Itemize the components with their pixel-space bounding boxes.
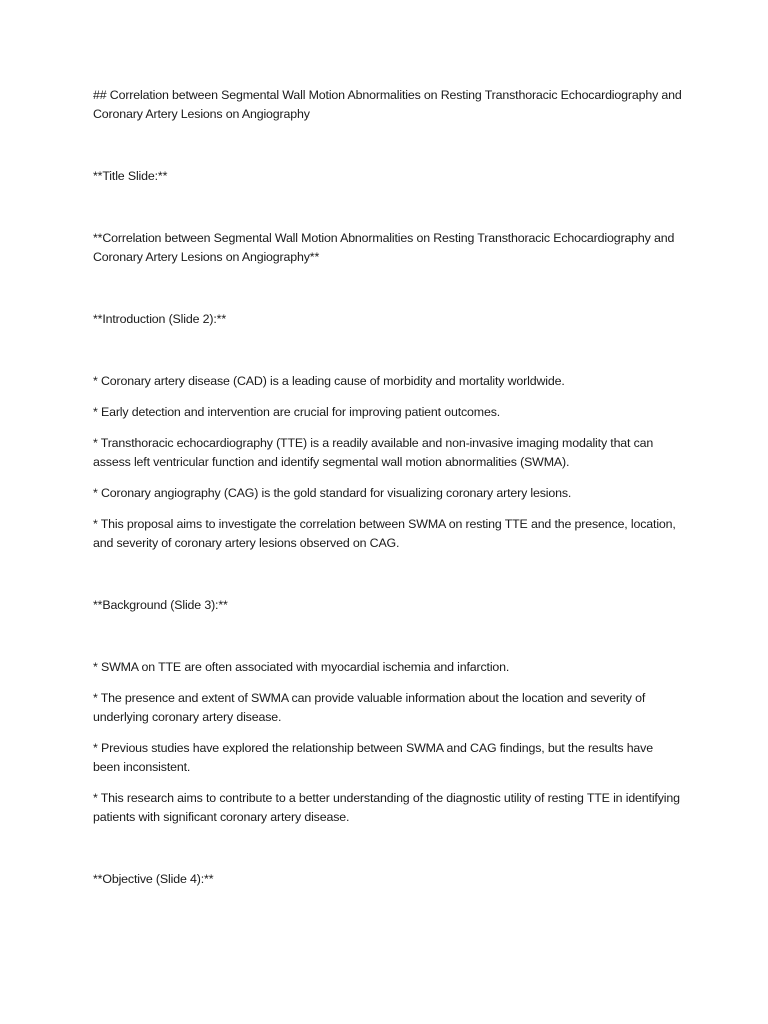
objective-label: **Objective (Slide 4):** (93, 872, 214, 886)
introduction-bullet: * Coronary artery disease (CAD) is a leading cause of morbidity and mortality worldwide. (93, 374, 565, 388)
introduction-bullet: * Transthoracic echocardiography (TTE) is a readily available and non-invasive imaging modality that can assess left ventricular function and identify segmental wall motion abnormalities (SWMA). (93, 436, 654, 469)
introduction-bullet: * This proposal aims to investigate the correlation between SWMA on resting TTE and the presence, location, and severity of coronary artery lesions observed on CAG. (93, 517, 676, 550)
introduction-bullet: * Coronary angiography (CAG) is the gold standard for visualizing coronary artery lesions. (93, 486, 572, 500)
document-body (93, 86, 683, 932)
background-bullet: * Previous studies have explored the relationship between SWMA and CAG findings, but the results have been inconsistent. (93, 741, 653, 774)
background-bullet: * The presence and extent of SWMA can provide valuable information about the location and severity of underlying coronary artery disease. (93, 691, 646, 724)
background-label: **Background (Slide 3):** (93, 598, 228, 612)
title-slide-label: **Title Slide:** (93, 169, 168, 183)
background-bullet: * This research aims to contribute to a better understanding of the diagnostic utility of resting TTE in identifying patients with significant coronary artery disease. (93, 791, 680, 824)
document-heading: ## Correlation between Segmental Wall Motion Abnormalities on Resting Transthoracic Echocardiography and Coronary Artery Lesions on Angiography (93, 88, 682, 121)
introduction-bullet: * Early detection and intervention are crucial for improving patient outcomes. (93, 405, 501, 419)
background-bullet: * SWMA on TTE are often associated with myocardial ischemia and infarction. (93, 660, 510, 674)
introduction-label: **Introduction (Slide 2):** (93, 312, 227, 326)
title-slide-text: **Correlation between Segmental Wall Motion Abnormalities on Resting Transthoracic Echocardiography and Coronary Artery Lesions on Angiography** (93, 231, 675, 264)
